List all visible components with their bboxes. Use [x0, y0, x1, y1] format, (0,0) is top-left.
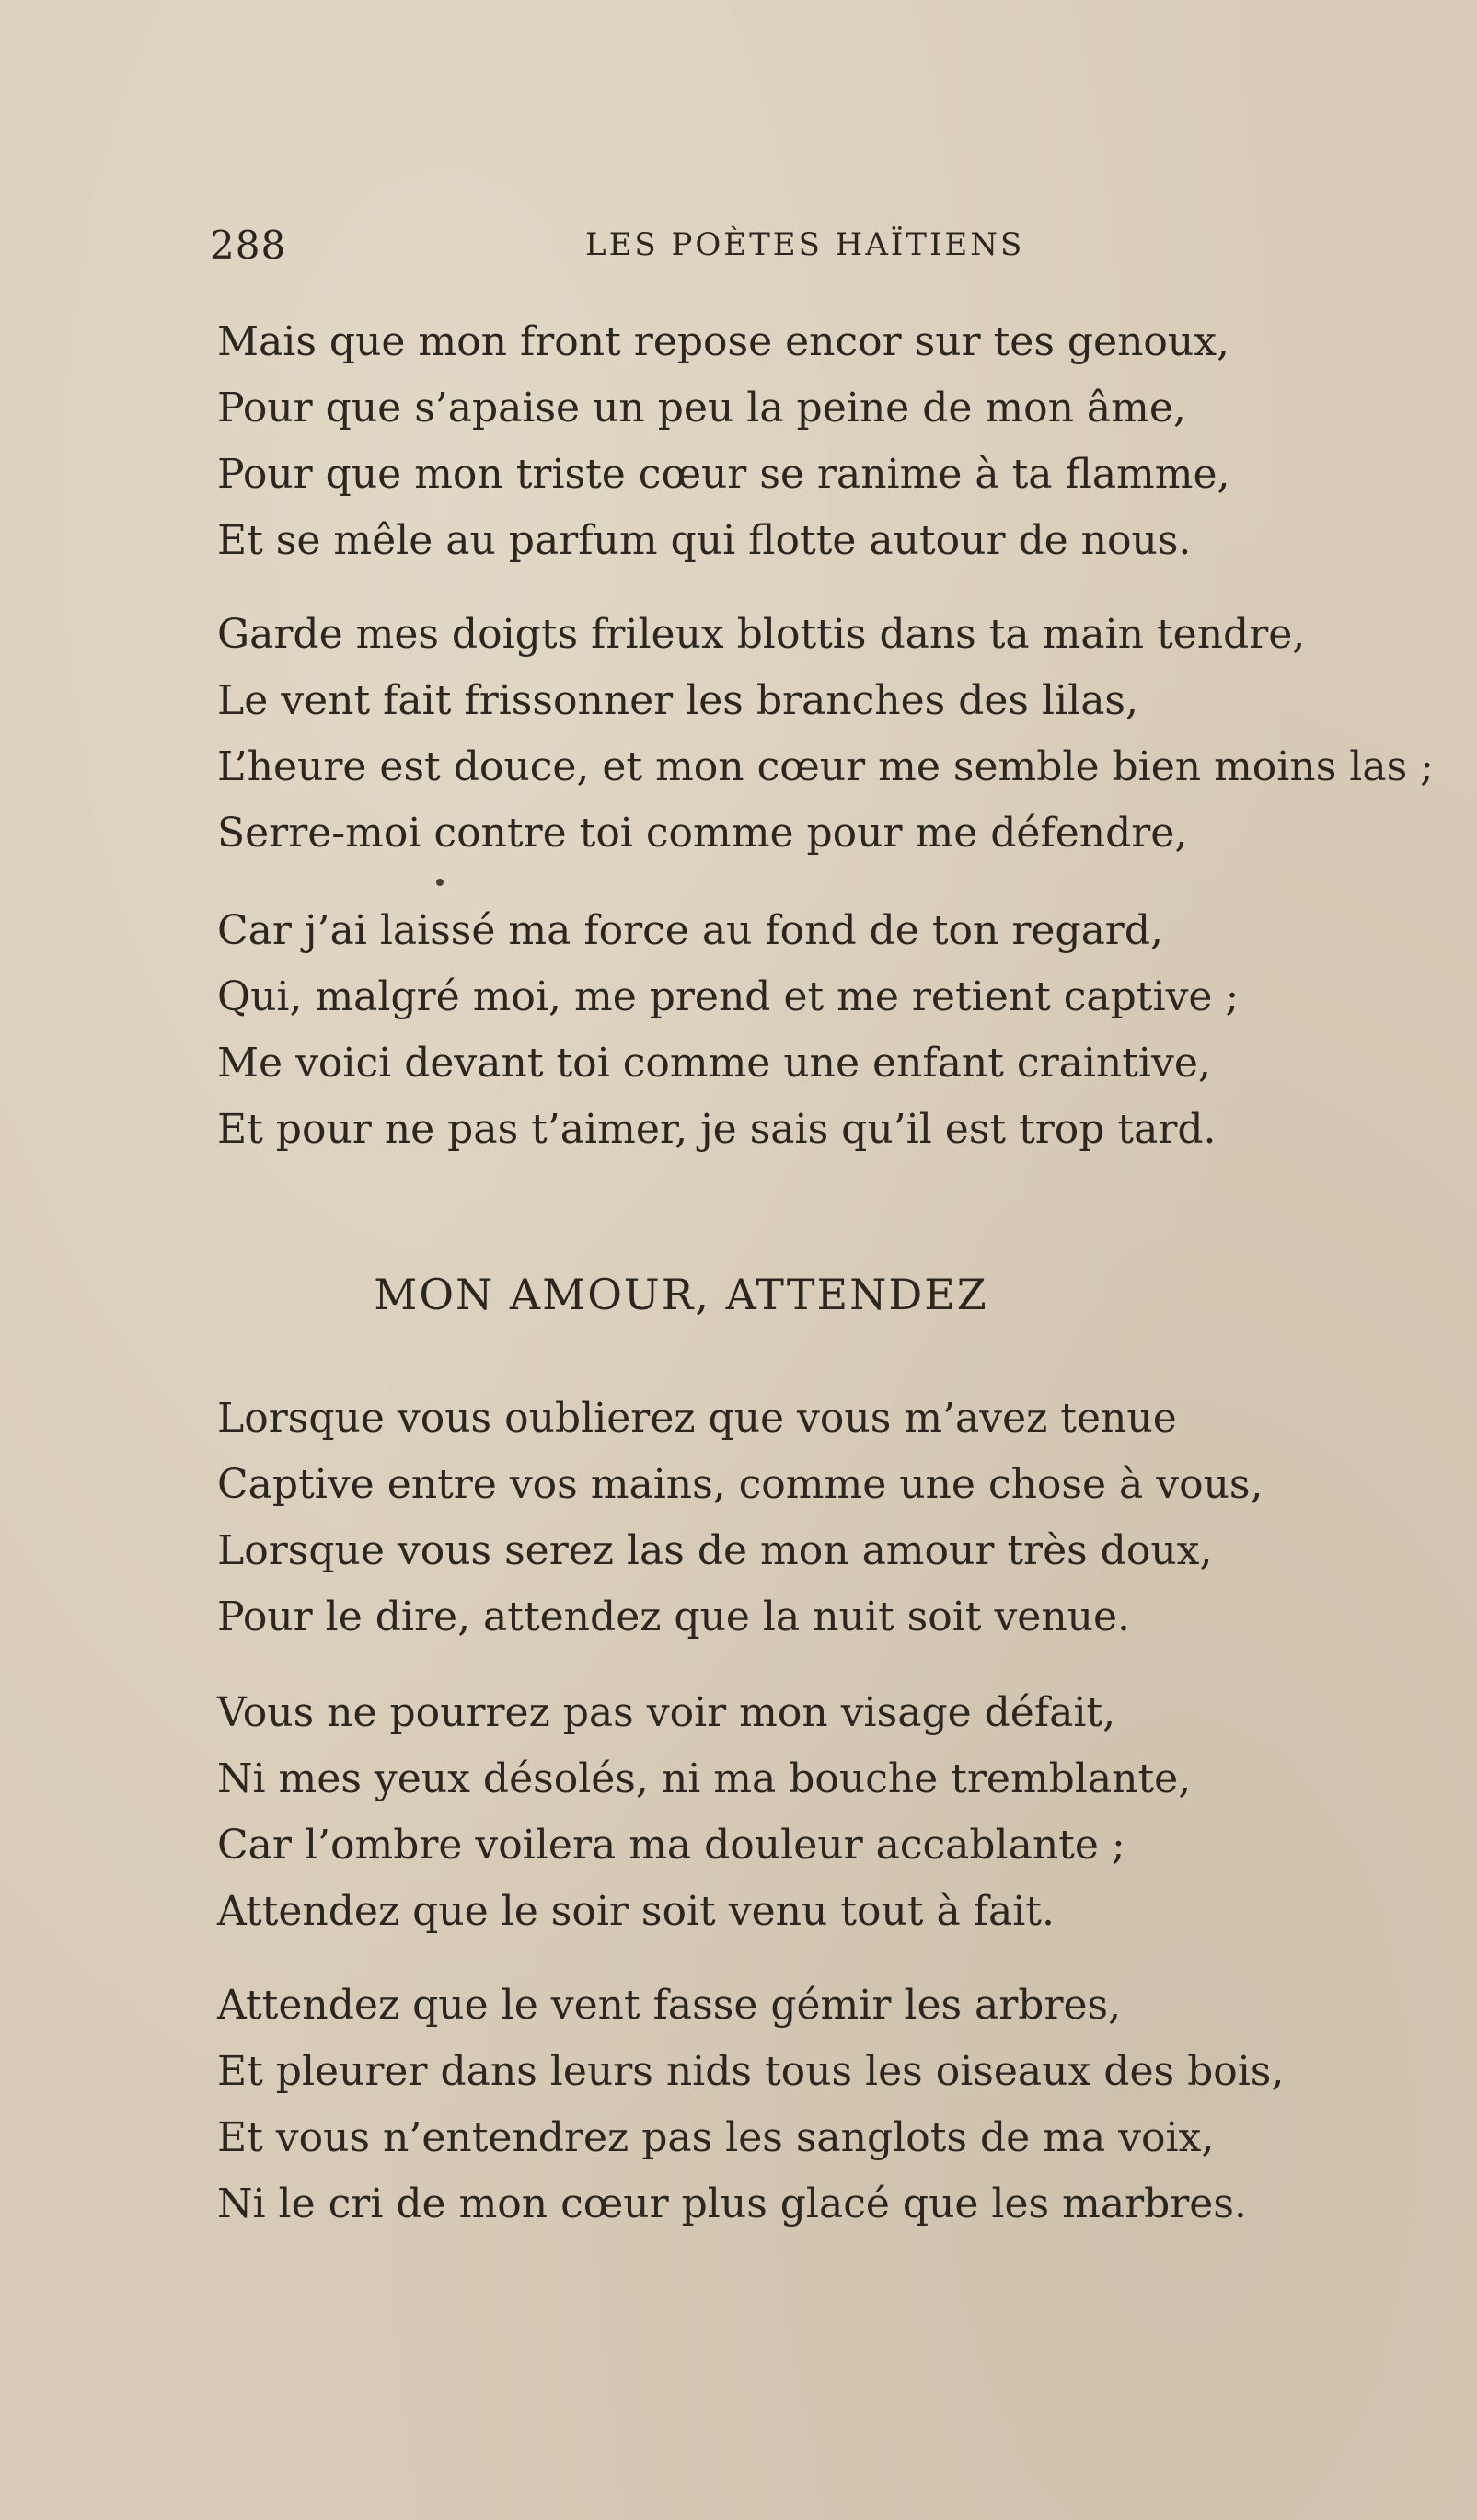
verse-line: Car l’ombre voilera ma douleur accablante ; — [217, 1822, 1125, 1869]
poem1-stanza-3 — [217, 898, 1239, 1163]
verse-line: Serre-moi contre toi comme pour me défendre, — [217, 810, 1188, 857]
verse-line: Me voici devant toi comme une enfant craintive, — [217, 1040, 1211, 1087]
running-head — [210, 223, 1158, 278]
poem-title: MON AMOUR, ATTENDEZ — [374, 1270, 988, 1319]
verse-line: Attendez que le vent fasse gémir les arbres, — [217, 1982, 1122, 2029]
verse-line: Captive entre vos mains, comme une chose à vous, — [217, 1461, 1264, 1508]
verse-line: Le vent fait frissonner les branches des lilas, — [217, 677, 1138, 724]
poem1-stanza-1 — [217, 309, 1230, 574]
verse-line: L’heure est douce, et mon cœur me semble bien moins las ; — [217, 743, 1434, 790]
verse-line: Qui, malgré moi, me prend et me retient captive ; — [217, 973, 1240, 1020]
verse-line: Lorsque vous oublierez que vous m’avez tenue — [217, 1395, 1177, 1442]
verse-line: Attendez que le soir soit venu tout à fait. — [217, 1888, 1055, 1935]
verse-line: Mais que mon front repose encor sur tes genoux, — [217, 318, 1230, 365]
verse-line: Vous ne pourrez pas voir mon visage défait, — [217, 1689, 1116, 1736]
verse-line: Garde mes doigts frileux blottis dans ta main tendre, — [217, 611, 1306, 658]
verse-line: Pour que mon triste cœur se ranime à ta flamme, — [217, 451, 1230, 498]
ink-speck — [436, 879, 444, 886]
verse-line: Et pleurer dans leurs nids tous les oiseaux des bois, — [217, 2048, 1285, 2095]
verse-line: Lorsque vous serez las de mon amour très doux, — [217, 1527, 1213, 1574]
poem2-stanza-3 — [217, 1973, 1284, 2238]
verse-line: Ni mes yeux désolés, ni ma bouche tremblante, — [217, 1755, 1192, 1802]
verse-line: Pour que s’apaise un peu la peine de mon âme, — [217, 385, 1186, 432]
poem2-stanza-1 — [217, 1386, 1264, 1651]
poem1-stanza-2 — [217, 602, 1434, 867]
running-title: LES POÈTES HAÏTIENS — [585, 226, 1025, 263]
verse-line: Car j’ai laissé ma force au fond de ton regard, — [217, 907, 1163, 954]
page-number: 288 — [210, 223, 287, 268]
verse-line: Et se mêle au parfum qui flotte autour de nous. — [217, 517, 1192, 564]
verse-line: Ni le cri de mon cœur plus glacé que les marbres. — [217, 2181, 1247, 2227]
verse-line: Pour le dire, attendez que la nuit soit venue. — [217, 1594, 1131, 1640]
verse-line: Et pour ne pas t’aimer, je sais qu’il est trop tard. — [217, 1106, 1217, 1153]
poem2-stanza-2 — [217, 1680, 1191, 1945]
verse-line: Et vous n’entendrez pas les sanglots de ma voix, — [217, 2114, 1215, 2161]
